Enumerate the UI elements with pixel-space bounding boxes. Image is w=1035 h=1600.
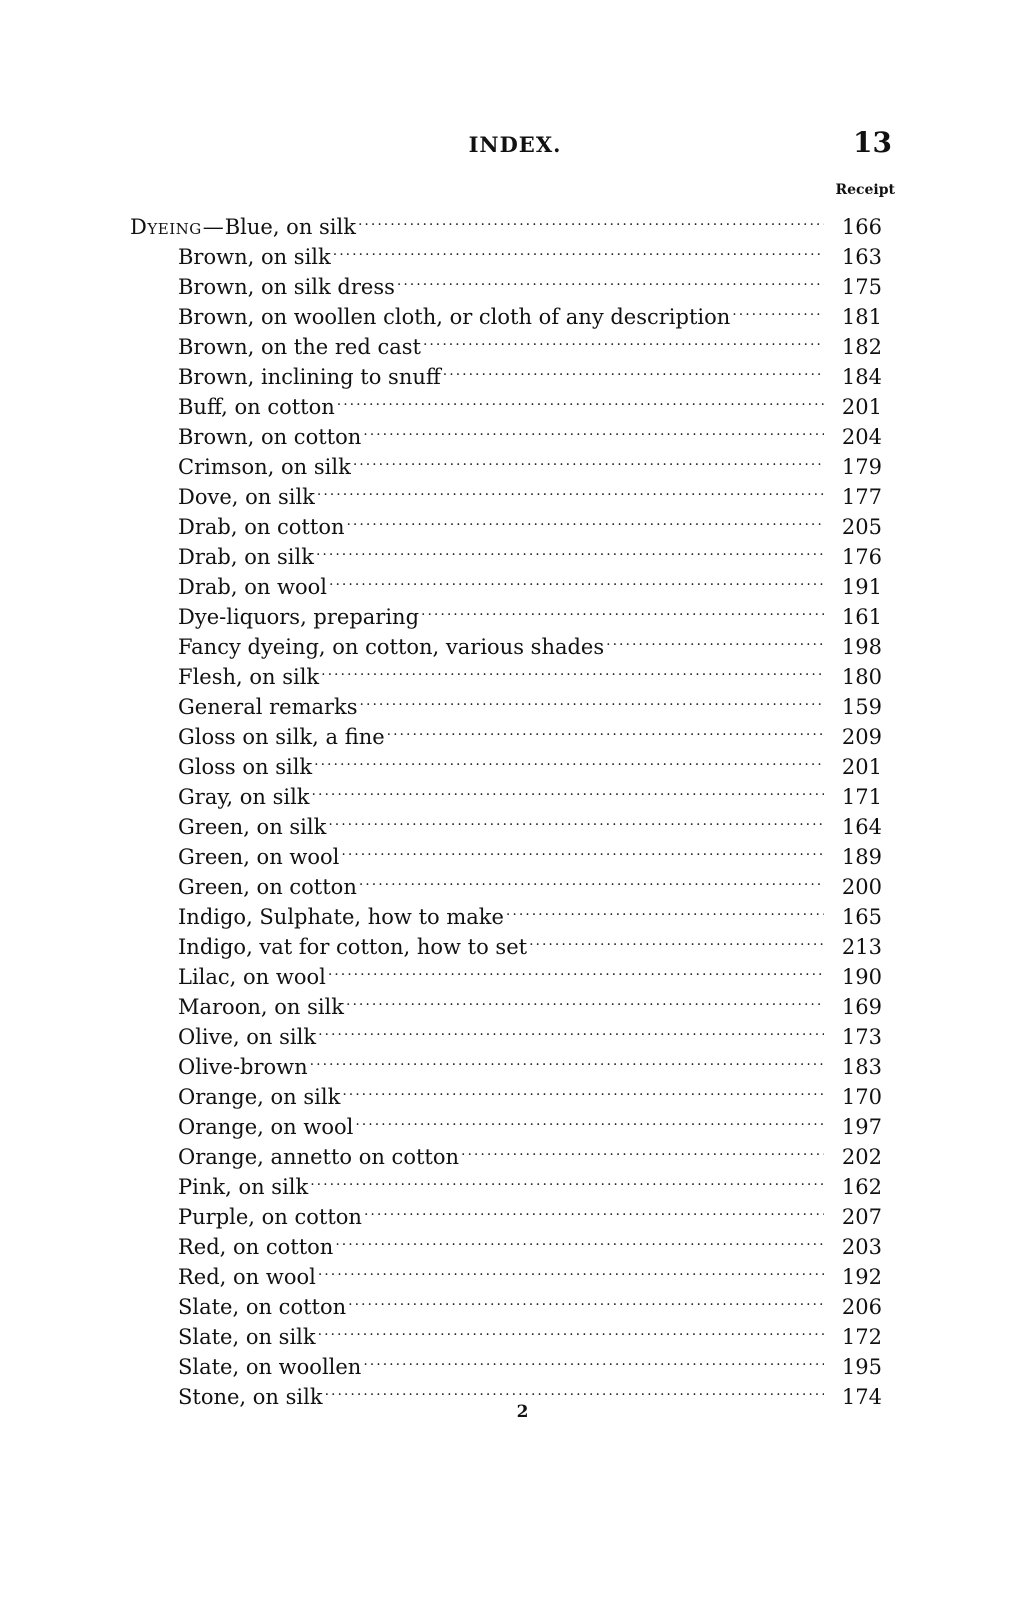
- receipt-number: 206: [841, 1295, 882, 1319]
- receipt-number: 181: [841, 305, 882, 329]
- receipt-number: 180: [841, 665, 882, 689]
- receipt-number: 201: [841, 395, 882, 419]
- entry-label: Indigo, vat for cotton, how to set: [178, 935, 528, 959]
- receipt-number: 169: [841, 995, 882, 1019]
- dot-leader: [529, 924, 824, 954]
- dot-leader: [346, 504, 824, 534]
- receipt-number: 184: [841, 365, 882, 389]
- receipt-number: 163: [841, 245, 882, 269]
- entry-label: Drab, on silk: [178, 545, 314, 569]
- receipt-number: 172: [841, 1325, 882, 1349]
- entry-label: Orange, annetto on cotton: [178, 1145, 460, 1169]
- entry-label: Brown, on silk: [178, 245, 331, 269]
- receipt-number: 161: [841, 605, 882, 629]
- entry-label: Pink, on silk: [178, 1175, 309, 1199]
- dot-leader: [310, 1164, 824, 1194]
- entry-label: Gloss on silk, a fine: [178, 725, 385, 749]
- receipt-number: 162: [841, 1175, 882, 1199]
- signature-mark: 2: [516, 1402, 529, 1422]
- receipt-number: 175: [841, 275, 882, 299]
- dot-leader: [348, 1284, 824, 1314]
- entry-label: Indigo, Sulphate, how to make: [178, 905, 504, 929]
- dot-leader: [355, 1104, 824, 1134]
- receipt-number: 189: [841, 845, 882, 869]
- entry-label: Olive-brown: [178, 1055, 308, 1079]
- entry-label: Purple, on cotton: [178, 1205, 362, 1229]
- receipt-number: 203: [841, 1235, 882, 1259]
- receipt-number: 173: [841, 1025, 882, 1049]
- dot-leader: [732, 294, 824, 324]
- entry-label: Green, on cotton: [178, 875, 357, 899]
- dot-leader: [316, 534, 824, 564]
- dot-leader: [353, 444, 824, 474]
- receipt-number: 176: [841, 545, 882, 569]
- entry-label: Drab, on cotton: [178, 515, 345, 539]
- receipt-number: 182: [841, 335, 882, 359]
- entry-label: Brown, on woollen cloth, or cloth of any description: [178, 305, 731, 329]
- dot-leader: [421, 594, 824, 624]
- entry-label: Blue, on silk: [224, 215, 356, 239]
- entry-label: Stone, on silk: [178, 1385, 323, 1409]
- entry-label: Lilac, on wool: [178, 965, 326, 989]
- entry-label: Orange, on wool: [178, 1115, 354, 1139]
- dot-leader: [318, 1014, 824, 1044]
- entry-label: Orange, on silk: [178, 1085, 341, 1109]
- dot-leader: [321, 654, 824, 684]
- dot-leader: [364, 1194, 824, 1224]
- entry-label: Brown, inclining to snuff: [178, 365, 441, 389]
- entry-label: Slate, on woollen: [178, 1355, 362, 1379]
- receipt-number: 197: [841, 1115, 882, 1139]
- receipt-number: 170: [841, 1085, 882, 1109]
- entry-label: General remarks: [178, 695, 358, 719]
- entry-label: Green, on wool: [178, 845, 340, 869]
- entry-label: Dye-liquors, preparing: [178, 605, 420, 629]
- dot-leader: [310, 1044, 824, 1074]
- receipt-number: 205: [841, 515, 882, 539]
- receipt-number: 177: [841, 485, 882, 509]
- index-entry-list: [130, 204, 900, 1409]
- section-heading: Dyeing: [130, 215, 202, 239]
- receipt-number: 174: [841, 1385, 882, 1409]
- page-number: 13: [853, 126, 892, 159]
- dot-leader: [337, 384, 824, 414]
- dot-leader: [461, 1134, 824, 1164]
- receipt-number: 171: [841, 785, 882, 809]
- receipt-number: 198: [841, 635, 882, 659]
- dot-leader: [328, 954, 824, 984]
- receipt-number: 164: [841, 815, 882, 839]
- index-entry: [130, 204, 900, 239]
- entry-label: Brown, on the red cast: [178, 335, 421, 359]
- dot-leader: [342, 1074, 824, 1104]
- dot-leader: [387, 714, 824, 744]
- receipt-number: 166: [841, 215, 882, 239]
- section-heading-separator: —: [202, 215, 224, 239]
- entry-label: Green, on silk: [178, 815, 327, 839]
- receipt-number: 159: [841, 695, 882, 719]
- entry-label: Brown, on cotton: [178, 425, 362, 449]
- dot-leader: [329, 564, 824, 594]
- dot-leader: [318, 1314, 824, 1344]
- dot-leader: [397, 264, 824, 294]
- receipt-number: 191: [841, 575, 882, 599]
- entry-label: Gloss on silk: [178, 755, 313, 779]
- receipt-number: 195: [841, 1355, 882, 1379]
- entry-label: Drab, on wool: [178, 575, 328, 599]
- receipt-number: 209: [841, 725, 882, 749]
- entry-label: Maroon, on silk: [178, 995, 345, 1019]
- dot-leader: [325, 1374, 824, 1404]
- dot-leader: [443, 354, 824, 384]
- entry-label: Olive, on silk: [178, 1025, 317, 1049]
- dot-leader: [317, 474, 824, 504]
- entry-label: Buff, on cotton: [178, 395, 335, 419]
- dot-leader: [423, 324, 824, 354]
- dot-leader: [335, 1224, 824, 1254]
- running-head-title: INDEX.: [468, 132, 562, 157]
- receipt-number: 213: [841, 935, 882, 959]
- entry-label: Slate, on silk: [178, 1325, 316, 1349]
- entry-label: Flesh, on silk: [178, 665, 320, 689]
- dot-leader: [506, 894, 824, 924]
- receipt-number: 201: [841, 755, 882, 779]
- receipt-column-heading: Receipt: [835, 182, 895, 198]
- entry-label: Fancy dyeing, on cotton, various shades: [178, 635, 605, 659]
- dot-leader: [312, 774, 824, 804]
- running-head: [130, 126, 900, 159]
- dot-leader: [333, 234, 824, 264]
- entry-label: Gray, on silk: [178, 785, 310, 809]
- receipt-number: 190: [841, 965, 882, 989]
- dot-leader: [363, 414, 824, 444]
- receipt-number: 204: [841, 425, 882, 449]
- entry-label: Crimson, on silk: [178, 455, 351, 479]
- entry-label: Red, on cotton: [178, 1235, 334, 1259]
- receipt-number: 207: [841, 1205, 882, 1229]
- entry-label: Brown, on silk dress: [178, 275, 395, 299]
- receipt-number: 202: [841, 1145, 882, 1169]
- dot-leader: [328, 804, 824, 834]
- entry-label: Red, on wool: [178, 1265, 316, 1289]
- dot-leader: [358, 204, 824, 234]
- dot-leader: [359, 864, 824, 894]
- entry-label: Slate, on cotton: [178, 1295, 347, 1319]
- receipt-number: 200: [841, 875, 882, 899]
- dot-leader: [318, 1254, 824, 1284]
- receipt-number: 192: [841, 1265, 882, 1289]
- receipt-number: 183: [841, 1055, 882, 1079]
- receipt-number: 179: [841, 455, 882, 479]
- receipt-number: 165: [841, 905, 882, 929]
- dot-leader: [363, 1344, 824, 1374]
- dot-leader: [346, 984, 824, 1014]
- dot-leader: [360, 684, 824, 714]
- dot-leader: [606, 624, 824, 654]
- entry-label: Dove, on silk: [178, 485, 315, 509]
- dot-leader: [314, 744, 824, 774]
- dot-leader: [341, 834, 824, 864]
